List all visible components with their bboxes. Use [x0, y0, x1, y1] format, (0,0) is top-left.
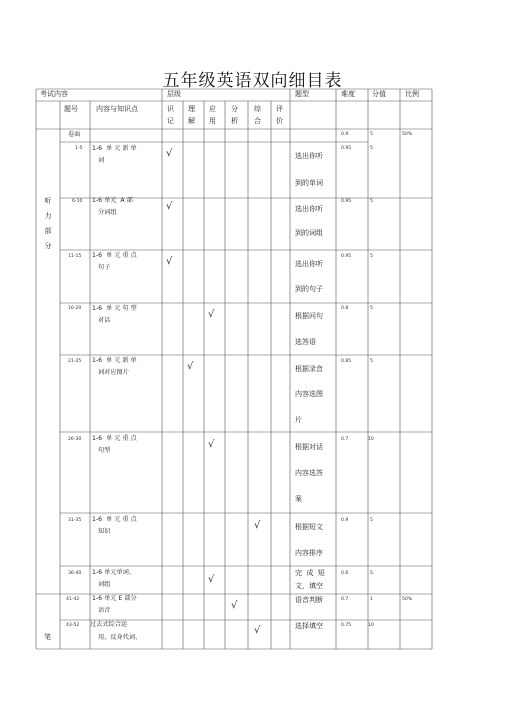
header-level-synthesize-2: 合	[254, 117, 261, 125]
content-line: 1-6 单 元 重 点	[92, 252, 137, 259]
content-line: 句子	[98, 264, 111, 271]
score-value: 5	[370, 571, 373, 576]
item-no: 43-52	[66, 623, 80, 628]
content-line: 句型	[98, 447, 111, 454]
header-level-evaluate-2: 价	[276, 117, 283, 125]
content-line: 1-6 单 元 新 单	[92, 145, 137, 152]
check-mark: √	[231, 600, 238, 611]
difficulty-value: 0.95	[341, 146, 352, 151]
section-listening-char: 部	[44, 227, 52, 235]
check-mark: √	[166, 201, 173, 212]
roll-score: 5	[370, 132, 373, 137]
difficulty-value: 0.8	[341, 306, 349, 311]
header-level-understand-1: 理	[188, 105, 195, 113]
item-no: 1-5	[75, 146, 83, 151]
difficulty-value: 0.75	[341, 623, 352, 628]
header-score: 分值	[372, 90, 386, 98]
header-level-understand-2: 解	[188, 117, 195, 125]
question-type-line: 到的句子	[295, 285, 323, 293]
content-line: 1-6 单 元 句 型	[92, 305, 137, 312]
check-mark: √	[254, 520, 261, 531]
question-type-line: 语音判断	[295, 596, 323, 604]
header-question-type: 题型	[295, 90, 309, 98]
section-listening-char: 听	[44, 197, 52, 205]
header-level-remember-2: 记	[167, 117, 174, 125]
content-line: 过去式综合运	[90, 621, 128, 628]
question-type-line: 根据问句	[295, 312, 323, 320]
content-line: 1-6 单 元 新 单	[92, 357, 137, 364]
score-value: 5	[370, 254, 373, 259]
header-exam-content: 考试内容	[40, 90, 68, 98]
content-line: 词	[98, 157, 105, 164]
content-line: 1-6 单 元 重 点	[92, 516, 137, 523]
question-type-line: 选出你听	[295, 152, 323, 160]
question-type-line: 内容排序	[295, 549, 323, 557]
difficulty-value: 0.85	[341, 359, 352, 364]
question-type-line: 片	[295, 416, 302, 424]
check-mark: √	[208, 574, 215, 585]
score-value: 10	[368, 623, 374, 628]
item-no: 16-20	[68, 306, 82, 311]
header-level-apply-1: 应	[209, 105, 216, 113]
question-type-line: 选择填空	[295, 622, 323, 630]
header-level-analyze-2: 析	[231, 117, 238, 125]
content-line: 分词组	[98, 209, 117, 216]
header-level-remember-1: 识	[167, 105, 174, 113]
question-type-line: 完 成 短	[295, 569, 325, 577]
content-line: 语音	[98, 607, 111, 614]
header-ratio: 比例	[405, 90, 419, 98]
item-no: 21-25	[68, 359, 82, 364]
check-mark: √	[166, 256, 173, 267]
difficulty-value: 0.95	[341, 254, 352, 259]
item-no: 31-35	[68, 518, 82, 523]
question-type-line: 选出你听	[295, 260, 323, 268]
content-line: 1-6 单元 A 部	[92, 197, 133, 204]
item-no: 11-15	[68, 254, 82, 259]
question-type-line: 内容选答	[295, 469, 323, 477]
item-no: 26-30	[68, 437, 82, 442]
content-line: 用、反身代词、	[98, 634, 142, 641]
score-value: 10	[368, 437, 374, 442]
question-type-line: 选出你听	[295, 205, 323, 213]
check-mark: √	[208, 309, 215, 320]
question-type-line: 案	[295, 495, 302, 503]
question-type-line: 内容选图	[295, 390, 323, 398]
item-no: 36-40	[68, 571, 82, 576]
content-line: 1-6 单元 E 部分	[92, 595, 137, 602]
check-mark: √	[208, 439, 215, 450]
content-line: 1-6 单元单词、	[92, 569, 136, 576]
written-ratio: 50%	[402, 597, 413, 602]
section-listening-label	[43, 194, 53, 254]
question-type-line: 到的词组	[295, 229, 323, 237]
check-mark: √	[166, 148, 173, 159]
header-level-analyze-1: 分	[231, 105, 238, 113]
difficulty-value: 0.7	[341, 437, 349, 442]
difficulty-value: 0.9	[341, 518, 349, 523]
listening-ratio: 50%	[402, 132, 413, 137]
check-mark: √	[254, 625, 261, 636]
difficulty-value: 0.6	[341, 571, 349, 576]
header-item-no: 题号	[64, 105, 78, 113]
section-written-label: 笔	[44, 633, 51, 641]
content-line: 词组	[98, 581, 111, 588]
roll-head-label: 卷面	[68, 131, 81, 138]
header-level-synthesize-1: 综	[254, 105, 261, 113]
header-level: 层级	[167, 90, 181, 98]
question-type-line: 根据对话	[295, 443, 323, 451]
section-listening-char: 力	[44, 212, 52, 220]
check-mark: √	[187, 361, 194, 372]
section-listening-char: 分	[44, 242, 52, 250]
header-difficulty: 难度	[341, 90, 355, 98]
page-title: 五年级英语双向细目表	[162, 71, 343, 91]
question-type-line: 到的单词	[295, 179, 323, 187]
question-type-line: 根据录音	[295, 365, 323, 373]
score-value: 5	[370, 359, 373, 364]
header-content-knowledge: 内容与知识点	[96, 105, 138, 113]
score-value: 5	[370, 306, 373, 311]
content-line: 词对应图片	[98, 369, 129, 376]
header-level-apply-2: 用	[209, 117, 216, 125]
content-line: 1-6 单 元 重 点	[92, 435, 137, 442]
header-level-evaluate-1: 评	[276, 105, 283, 113]
question-type-line: 文，填空	[295, 582, 323, 590]
content-line: 对话	[98, 317, 111, 324]
item-no: 41-42	[66, 597, 80, 602]
question-type-line: 选答语	[295, 338, 316, 346]
question-type-line: 根据短文	[295, 523, 323, 531]
score-value: 5	[370, 146, 373, 151]
score-value: 1	[370, 597, 373, 602]
score-value: 5	[370, 518, 373, 523]
difficulty-value: 0.95	[341, 199, 352, 204]
roll-difficulty: 0.9	[341, 132, 349, 137]
item-no: 6-10	[72, 199, 83, 204]
score-value: 5	[370, 199, 373, 204]
difficulty-value: 0.7	[341, 597, 349, 602]
content-line: 知识	[98, 528, 111, 535]
